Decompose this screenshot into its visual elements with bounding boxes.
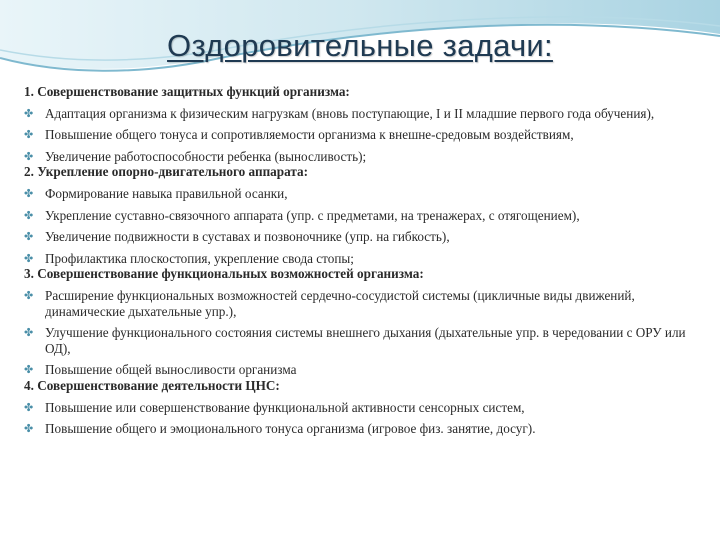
section (24, 164, 696, 266)
leaf-bullet-icon: ✤ (24, 209, 34, 222)
list-item: ✤ Расширение функциональных возможностей сердечно-сосудистой системы (цикличные виды движений, динамические дыхательные упр.), (24, 287, 635, 319)
section-heading: 3. Совершенствование функциональных возможностей организма: (24, 266, 424, 282)
page-title: Оздоровительные задачи: (167, 28, 553, 63)
list-item: ✤ Повышение общего и эмоционального тонуса организма (игровое физ. занятие, досуг). (24, 421, 536, 437)
leaf-bullet-icon: ✤ (24, 401, 34, 414)
list-item: ✤ Формирование навыка правильной осанки, (24, 185, 288, 201)
leaf-bullet-icon: ✤ (24, 129, 34, 142)
section (24, 378, 696, 437)
section (24, 84, 696, 164)
list-item: ✤ Увеличение работоспособности ребенка (выносливость); (24, 148, 367, 164)
list-item: ✤ Повышение общего тонуса и сопротивляемости организма к внешне-средовым воздействиям, (24, 127, 574, 143)
list-item: ✤ Профилактика плоскостопия, укрепление свода стопы; (24, 250, 354, 266)
list-item: ✤ Укрепление суставно-связочного аппарата (упр. с предметами, на тренажерах, с отягощением), (24, 207, 580, 223)
leaf-bullet-icon: ✤ (24, 187, 34, 200)
leaf-bullet-icon: ✤ (24, 289, 34, 302)
section-heading: 1. Совершенствование защитных функций организма: (24, 84, 350, 99)
task-list (24, 84, 696, 437)
list-item: ✤ Повышение общей выносливости организма (24, 362, 297, 378)
section (24, 266, 696, 378)
leaf-bullet-icon: ✤ (24, 327, 34, 340)
list-item: ✤ Повышение или совершенствование функциональной активности сенсорных систем, (24, 399, 525, 415)
section-heading: 4. Совершенствование деятельности ЦНС: (24, 377, 280, 393)
section-heading: 2. Укрепление опорно-двигательного аппарата: (24, 164, 308, 180)
leaf-bullet-icon: ✤ (24, 364, 34, 377)
list-item: ✤ Увеличение подвижности в суставах и позвоночнике (упр. на гибкость), (24, 229, 450, 245)
leaf-bullet-icon: ✤ (24, 231, 34, 244)
leaf-bullet-icon: ✤ (24, 252, 34, 265)
list-item: ✤ Адаптация организма к физическим нагрузкам (вновь поступающие, I и II младшие первого года обучения), (24, 105, 655, 121)
leaf-bullet-icon: ✤ (24, 107, 34, 120)
list-item: ✤ Улучшение функционального состояния системы внешнего дыхания (дыхательные упр. в чередовании с ОРУ или ОД), (24, 325, 686, 356)
leaf-bullet-icon: ✤ (24, 423, 34, 436)
leaf-bullet-icon: ✤ (24, 150, 34, 163)
